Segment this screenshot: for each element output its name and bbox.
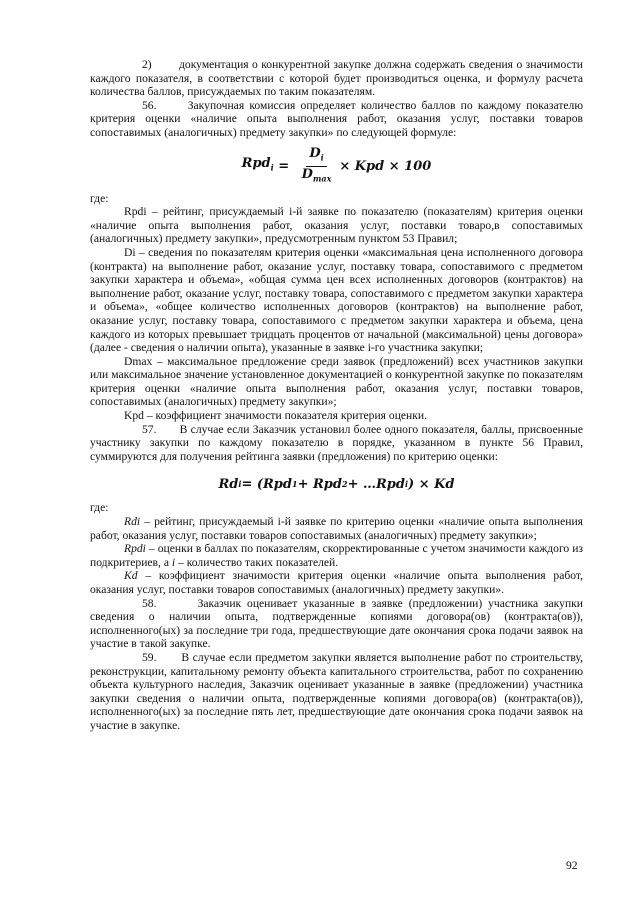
paragraph-59: 59. В случае если предметом закупки является выполнение работ по строительству, реконструкции, капитальному ремонту объекта капитального строительства, работ по сохранению объекта культурного наследия, Заказчик оценивает указанные в заявке (предложении) участника закупки сведения о наличии опыта, подтвержденные копиями договора(ов) (контракта(ов)), исполненного(ых) за последние пять лет, предшествующие дате окончания срока подачи заявок на участие в закупке. (90, 650, 583, 732)
where-label-2: где: (90, 501, 109, 515)
fraction-denominator: $D_{max}$ (301, 167, 332, 184)
definition-kpd: Kpd – коэффициент значимости показателя критерия оценки. (124, 409, 427, 423)
paragraph-57: 57. В случае если Заказчик установил более одного показателя, баллы, присвоенные участнику закупки по каждому показателю в порядке, указанном в пункте 56 Правил, суммируются для получения рейтинга заявки (предложения) по критерию оценки: (90, 422, 583, 463)
paragraph-56: 56. Закупочная комиссия определяет количество баллов по каждому показателю критерия оценки «наличие опыта выполнения работ, оказания услуг, поставки товаров сопоставимых (аналогичных) предмету закупки» по следующей формуле: (90, 98, 583, 139)
definition-di: Di – сведения по показателям критерия оценки «максимальная цена исполненного договора (контракта) на выполнение работ, оказание услуг, поставку товара, сопоставимого с предметом закупки характера и объема», «общая сумма цен всех исполненных договоров (контрактов) на выполнение работ, оказание услуг, поставку товара, сопоставимого с предметом закупки характера и объема», «общее количество исполненных договоров (контрактов) на выполнение работ, оказание услуг, поставку товара, сопоставимого с предметом закупки характера и объема, цена каждого из которых превышает тридцать процентов от начальной (максимальной) цены договора» (далее - сведения о наличии опыта), указанные в заявке i-го участника закупки; (90, 245, 583, 355)
paragraph-2: 2) документация о конкурентной закупке должна содержать сведения о значимости каждого показателя, в соответствии с которой будет производиться оценка, и формулу расчета количества баллов, присуждаемых по таким показателям. (90, 58, 583, 99)
definition-rdi: Rdi – рейтинг, присуждаемый i-й заявке по критерию оценки «наличие опыта выполнения работ, оказания услуг, поставки товаров сопоставимых (аналогичных) предмету закупки»; (90, 515, 583, 542)
definition-rpdi-2: Rpdi – оценки в баллах по показателям, скорректированные с учетом значимости каждого из подкритериев, а i – количество таких показателей. (90, 542, 583, 569)
formula-fraction (299, 147, 335, 186)
formula-rpd-rest: × Kpd × 100 (339, 158, 432, 174)
formula-rd: Rd i = (Rpd 1 + Rpd 2 + …Rpd i ) × Kd (218, 476, 455, 492)
definition-kd: Kd – коэффициент значимости критерия оценки «наличие опыта выполнения работ, оказания услуг, поставки товаров сопоставимых (аналогичных) предмету закупки». (90, 569, 583, 596)
formula-rpd: Rpd$_i$ = $\frac{D_i}{D_{max}}$ × Kpd × 100 (90, 142, 583, 192)
definition-dmax: Dmax – максимальное предложение среди заявок (предложений) всех участников закупки или максимальное значение установленное документацией о конкурентной закупке по показателям критерия оценки «наличие опыта выполнения работ, оказания услуг, поставки товаров, сопоставимых (аналогичных) предмету закупки»; (90, 354, 583, 409)
body-text (90, 58, 583, 733)
fraction-numerator: $D_i$ (306, 147, 326, 167)
where-label-1: где: (90, 191, 109, 205)
page-number: 92 (566, 859, 578, 872)
formula-rpd-lhs: Rpd$_i$ (241, 156, 274, 174)
paragraph-58: 58. Заказчик оценивает указанные в заявке (предложении) участника закупки сведения о наличии опыта, подтвержденные копиями договора(ов) (контракта(ов)), исполненного(ых) за последние три года, предшествующие дате окончания срока подачи заявок на участие в такой закупке. (90, 596, 583, 651)
definition-rpdi: Rpdi – рейтинг, присуждаемый i-й заявке по показателю (показателям) критерия оценки «наличие опыта выполнения работ, оказания услуг, поставки товаро,в сопоставимых (аналогичных) предмету закупки», предусмотренным пунктом 53 Правил; (90, 205, 583, 246)
